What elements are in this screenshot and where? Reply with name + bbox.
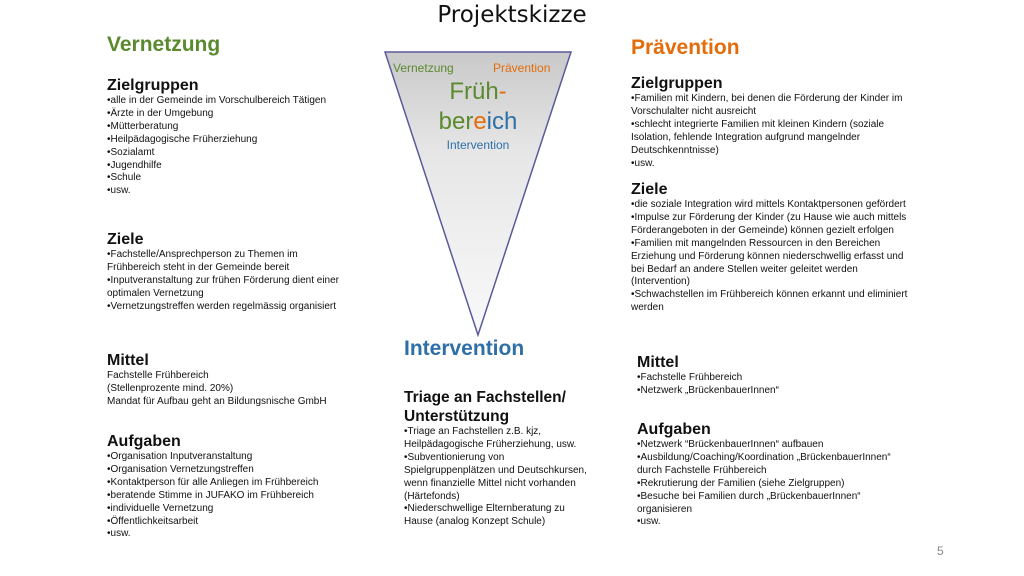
praevention-ziele [631, 180, 916, 315]
triangle-word-part: ber [438, 108, 474, 135]
triangle-word-part: ich [486, 108, 518, 135]
list-item: • Familien mit mangelnden Ressourcen in den Bereichen Erziehung und Förderung können niederschwellig erfasst und bei Bedarf an andere Stellen weiter geleitet werden (Intervention) [631, 238, 916, 290]
vernetzung-zielgruppen-title: Zielgruppen [107, 77, 199, 94]
triangle-label-intervention: Intervention [446, 138, 510, 152]
list-item: • Vernetzungstreffen werden regelmässig organisiert [107, 301, 347, 314]
praevention-mittel [637, 353, 907, 398]
list-item: • Schule [107, 172, 357, 185]
triangle-word-part: Früh [449, 78, 499, 105]
praevention-heading: Prävention [631, 36, 740, 59]
list-item: • Rekrutierung der Familien (siehe Zielgruppen) [637, 478, 897, 491]
list-item: • usw. [107, 528, 367, 541]
list-item: • beratende Stimme in JUFAKO im Frühbereich [107, 490, 367, 503]
list-item: • alle in der Gemeinde im Vorschulbereich Tätigen [107, 95, 357, 108]
list-item: • Inputveranstaltung zur frühen Förderung dient einer optimalen Vernetzung [107, 275, 347, 301]
praevention-mittel-list [637, 372, 907, 398]
list-item: • Besuche bei Familien durch „BrückenbauerInnen“ organisieren [637, 491, 897, 517]
list-item: • die soziale Integration wird mittels Kontaktpersonen gefördert [631, 199, 916, 212]
intervention-block [404, 388, 594, 529]
vernetzung-aufgaben [107, 432, 367, 541]
vernetzung-aufgaben-title: Aufgaben [107, 433, 181, 450]
praevention-mittel-title: Mittel [637, 354, 679, 371]
page-number: 5 [937, 544, 944, 558]
list-item: • Fachstelle Frühbereich [637, 372, 907, 385]
list-item: • Organisation Inputveranstaltung [107, 451, 367, 464]
triangle-center-word-line1 [383, 78, 573, 106]
list-item: • individuelle Vernetzung [107, 503, 367, 516]
list-item: • Öffentlichkeitsarbeit [107, 516, 367, 529]
praevention-zielgruppen-title: Zielgruppen [631, 75, 723, 92]
triangle-center-word-line2 [383, 108, 573, 136]
praevention-zielgruppen [631, 74, 916, 170]
list-item: • Familien mit Kindern, bei denen die Förderung der Kinder im Vorschulalter nicht ausreicht [631, 93, 916, 119]
mittel-line: Mandat für Aufbau geht an Bildungsnische GmbH [107, 395, 327, 407]
list-item: • Impulse zur Förderung der Kinder (zu Hause wie auch mittels Förderangeboten in der Gemeinde) können gezielt erfolgen [631, 212, 916, 238]
intervention-subtitle: Triage an Fachstellen/ Unterstützung [404, 389, 566, 425]
list-item: • Subventionierung von Spielgruppenplätzen und Deutschkursen, wenn finanzielle Mittel nicht vorhanden (Härtefonds) [404, 452, 594, 504]
list-item: • usw. [637, 516, 897, 529]
list-item: • Netzwerk „BrückenbauerInnen“ [637, 385, 907, 398]
triangle-label-praevention: Prävention [493, 61, 551, 75]
praevention-aufgaben-list [637, 439, 897, 529]
triangle-word-part: - [498, 78, 507, 105]
vernetzung-heading: Vernetzung [107, 33, 221, 56]
list-item: • Organisation Vernetzungstreffen [107, 464, 367, 477]
list-item: • usw. [631, 158, 916, 171]
list-item: • Heilpädagogische Früherziehung [107, 134, 357, 147]
list-item: • Jugendhilfe [107, 160, 357, 173]
vernetzung-mittel-title: Mittel [107, 352, 149, 369]
list-item: • Mütterberatung [107, 121, 357, 134]
list-item: • usw. [107, 185, 357, 198]
triangle-word-part: e [473, 108, 487, 135]
list-item: • Ausbildung/Coaching/Koordination „BrückenbauerInnen“ durch Fachstelle Frühbereich [637, 452, 897, 478]
vernetzung-ziele-title: Ziele [107, 231, 144, 248]
vernetzung-aufgaben-list [107, 451, 367, 541]
list-item: • Niederschwellige Elternberatung zu Hause (analog Konzept Schule) [404, 503, 594, 529]
vernetzung-ziele-list [107, 249, 347, 314]
praevention-ziele-title: Ziele [631, 181, 668, 198]
praevention-zielgruppen-list [631, 93, 916, 170]
mittel-line: Fachstelle Frühbereich [107, 370, 209, 381]
praevention-aufgaben-title: Aufgaben [637, 421, 711, 438]
list-item: • Schwachstellen im Frühbereich können erkannt und eliminiert werden [631, 289, 916, 315]
intervention-heading: Intervention [404, 337, 525, 360]
page-title: Projektskizze [437, 2, 587, 28]
praevention-ziele-list [631, 199, 916, 315]
vernetzung-zielgruppen [107, 76, 357, 198]
list-item: • Ärzte in der Umgebung [107, 108, 357, 121]
vernetzung-ziele [107, 230, 347, 314]
list-item: • schlecht integrierte Familien mit kleinen Kindern (soziale Isolation, fehlende Integration aufgrund mangelnder Deutschkenntnisse) [631, 119, 916, 158]
list-item: • Netzwerk “BrückenbauerInnen“ aufbauen [637, 439, 897, 452]
intervention-list [404, 426, 594, 529]
triangle-label-vernetzung: Vernetzung [393, 61, 454, 75]
vernetzung-mittel [107, 351, 367, 409]
vernetzung-zielgruppen-list [107, 95, 357, 198]
list-item: • Fachstelle/Ansprechperson zu Themen im Frühbereich steht in der Gemeinde bereit [107, 249, 347, 275]
list-item: • Triage an Fachstellen z.B. kjz, Heilpädagogische Früherziehung, usw. [404, 426, 594, 452]
mittel-line: (Stellenprozente mind. 20%) [107, 382, 234, 394]
list-item: • Kontaktperson für alle Anliegen im Frühbereich [107, 477, 367, 490]
praevention-aufgaben [637, 420, 897, 529]
list-item: • Sozialamt [107, 147, 357, 160]
